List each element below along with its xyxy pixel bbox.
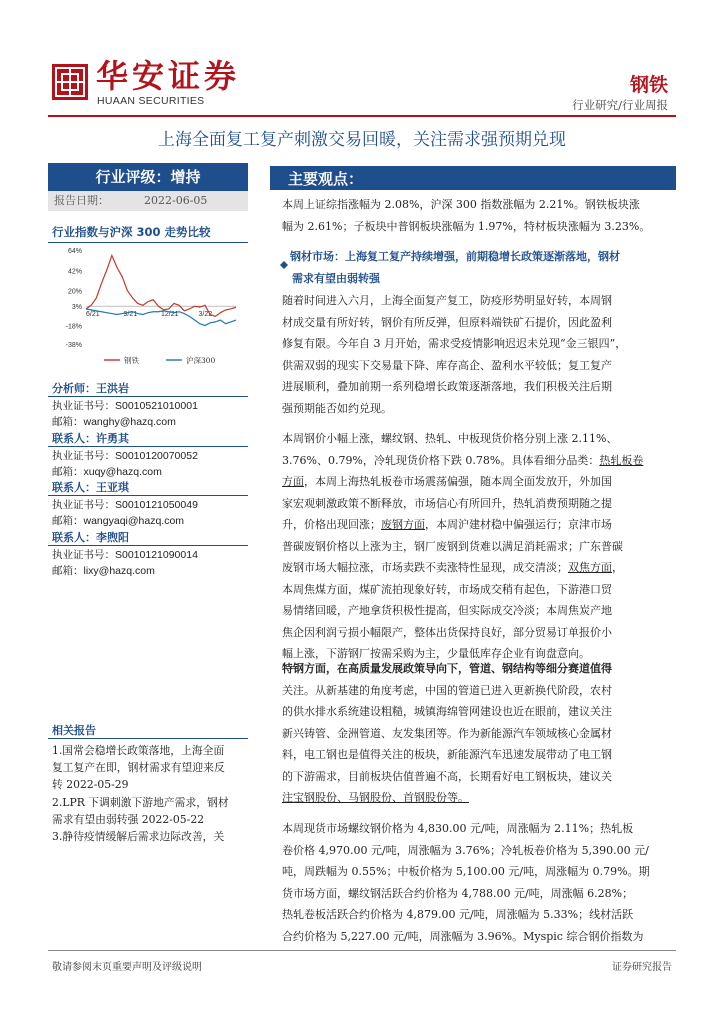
logo-mark-icon bbox=[52, 64, 88, 100]
related-report-line[interactable]: 1.国常会稳增长政策落地，上海全面 bbox=[52, 744, 225, 757]
x-tick-label: 9/21 bbox=[123, 311, 138, 319]
text-line: 升，价格出现回涨；废钢方面，本周沪建材稳中偏强运行；京津市场 bbox=[282, 518, 612, 531]
text-line: 材成交量有所好转，钢价有所反弹，但原料端铁矿石提价，因此盈利 bbox=[282, 315, 612, 329]
text-line: 注宝钢股份、马钢股份、首钢股份等。 bbox=[282, 791, 469, 804]
text-line: 新兴铸管、金洲管道、友发集团等。作为新能源汽车领域核心金属材 bbox=[282, 726, 612, 740]
text-line: 的下游需求，目前板块估值普遍不高，长期看好电工钢板块，建议关 bbox=[282, 769, 612, 783]
text-line: 本周钢价小幅上涨，螺纹钢、热轧、中板现货价格分别上涨 2.11%、 bbox=[282, 432, 618, 445]
industry-rating: 行业评级：增持 bbox=[48, 163, 248, 191]
contact2-cert: 执业证书号：S0010121050049 bbox=[52, 499, 198, 511]
bullet-diamond-icon bbox=[280, 254, 288, 273]
index-comparison-chart bbox=[56, 244, 242, 374]
contact2-divider bbox=[48, 495, 248, 496]
related-report-line[interactable]: 3.静待疫情缓解后需求边际改善，关 bbox=[52, 830, 225, 844]
y-tick-label: 3% bbox=[71, 304, 82, 312]
price-review-paragraph bbox=[282, 428, 674, 665]
text-line: 本周现货市场螺纹钢价格为 4,830.00 元/吨，周涨幅为 2.11%；热轧板 bbox=[282, 822, 634, 835]
related-report-line[interactable]: 需求有望由弱转强 2022-05-22 bbox=[52, 812, 205, 826]
text-line: 焦企因利润亏损小幅限产，整体出货保持良好，部分贸易订单报价小 bbox=[282, 625, 612, 639]
contact1-email[interactable]: 邮箱：xuqy@hazq.com bbox=[52, 466, 162, 478]
text-line: 普碳废钢价格以上涨为主，钢厂废钢到货难以满足消耗需求；广东普碳 bbox=[282, 539, 623, 553]
summary-paragraph bbox=[282, 194, 674, 237]
related-reports-list bbox=[52, 742, 252, 845]
chart-title-divider bbox=[48, 242, 248, 243]
y-tick-label: -38% bbox=[65, 342, 82, 349]
y-tick-label: 20% bbox=[67, 288, 82, 296]
contact3-heading: 联系人：李煦阳 bbox=[52, 531, 129, 544]
x-tick-label: 3/22 bbox=[198, 311, 213, 319]
report-type: 行业研究/行业周报 bbox=[572, 98, 668, 112]
text-line: 修复有限。今年自 3 月开始，需求受疫情影响迟迟未兑现“金三银四”， bbox=[282, 337, 627, 350]
text-line: 钢材市场：上海复工复产持续增强，前期稳增长政策逐渐落地，钢材 bbox=[290, 250, 620, 263]
text-line: 供需双弱的现实下交易量下降、库存高企、盈利水平较低；复工复产 bbox=[282, 358, 612, 372]
text-line: 本周上证综指涨幅为 2.08%，沪深 300 指数涨幅为 2.21%。钢铁板块涨 bbox=[282, 198, 640, 211]
analyst-heading: 分析师：王洪岩 bbox=[52, 382, 129, 395]
analyst-divider bbox=[48, 396, 248, 397]
y-tick-label: -18% bbox=[65, 323, 82, 331]
related-report-line[interactable]: 转 2022-05-29 bbox=[52, 778, 129, 792]
viewpoint-label: 主要观点： bbox=[288, 170, 364, 188]
text-line: 需求有望由弱转强 bbox=[292, 271, 380, 285]
text-line: 进展顺利，叠加前期一系列稳增长政策逐渐落地，我们积极关注后期 bbox=[282, 380, 612, 393]
contact1-cert: 执业证书号：S0010120070052 bbox=[52, 450, 198, 462]
series-line-0 bbox=[86, 256, 236, 317]
steel-market-heading bbox=[290, 246, 676, 289]
text-line: 方面，本周上海热轧板卷市场震荡偏强，随本周全面发放开，外加国 bbox=[282, 475, 612, 488]
report-date-row bbox=[48, 191, 248, 211]
market-outlook-paragraph bbox=[282, 290, 674, 419]
text-line: 货市场方面，螺纹钢活跃合约价格为 4,788.00 元/吨，周涨幅 6.28%； bbox=[282, 886, 634, 900]
text-line: 强预期能否如约兑现。 bbox=[282, 401, 392, 415]
x-tick-label: 12/21 bbox=[161, 311, 179, 319]
logo-text-en: HUAAN SECURITIES bbox=[97, 95, 205, 107]
y-tick-label: 42% bbox=[67, 268, 82, 276]
text-line: 卷价格 4,970.00 元/吨，周涨幅为 3.76%；冷轧板卷价格为 5,390.00 元/ bbox=[282, 843, 649, 857]
x-tick-label: 6/21 bbox=[86, 311, 100, 319]
special-steel-paragraph bbox=[282, 658, 674, 809]
y-tick-label: 64% bbox=[67, 248, 82, 255]
contact1-divider bbox=[48, 446, 248, 447]
contact2-email[interactable]: 邮箱：wangyaqi@hazq.com bbox=[52, 515, 185, 527]
related-report-line[interactable]: 2.LPR 下调刺激下游地产需求，钢材 bbox=[52, 795, 229, 809]
related-report-line[interactable]: 复工复产在即，钢材需求有望迎来反 bbox=[52, 761, 225, 775]
report-date: 2022-06-05 bbox=[144, 194, 208, 207]
contact3-divider bbox=[48, 545, 248, 546]
contact1-heading: 联系人：许勇其 bbox=[52, 432, 129, 445]
related-reports-divider bbox=[48, 738, 248, 739]
contact3-cert: 执业证书号：S0010121090014 bbox=[52, 549, 198, 561]
text-line: 幅上涨，下游钢厂按需采购为主，少量低库存企业有询盘意向。 bbox=[282, 647, 590, 660]
text-line: 关注。从新基建的角度考虑，中国的管道已进入更新换代阶段，农村 bbox=[282, 683, 612, 697]
legend-label: 钢铁 bbox=[124, 356, 139, 365]
text-line: 本周焦煤方面，煤矿流拍现象好转，市场成交稍有起色，下游港口贸 bbox=[282, 582, 612, 596]
text-line: 幅为 2.61%；子板块中普钢板块涨幅为 1.97%，特材板块涨幅为 3.23%。 bbox=[282, 219, 651, 233]
sector-label: 钢铁 bbox=[629, 74, 668, 96]
header-divider bbox=[48, 115, 676, 117]
text-line: 家宏观刺激政策不断释放，市场信心有所回升，热轧消费预期随之提 bbox=[282, 496, 612, 510]
text-line: 3.76%、0.79%，冷轧现货价格下跌 0.78%。具体看细分品类：热轧板卷 bbox=[282, 453, 644, 467]
logo-text-cn: 华安证券 bbox=[96, 57, 241, 95]
report-title: 上海全面复工复产刺激交易回暖，关注需求强预期兑现 bbox=[158, 130, 566, 150]
text-line: 吨，周跌幅为 0.55%；中板价格为 5,100.00 元/吨，周涨幅为 0.79%。期 bbox=[282, 865, 650, 878]
text-line: 特钢方面，在高质量发展政策导向下，管道、钢结构等细分赛道值得 bbox=[282, 662, 612, 675]
contact2-heading: 联系人：王亚琪 bbox=[52, 481, 129, 494]
coke-label: 双焦方面 bbox=[568, 561, 612, 574]
text-line: 热轧卷板活跃合约价格为 4,879.00 元/吨，周涨幅为 5.33%；线材活跃 bbox=[282, 908, 634, 921]
text-line: 随着时间进入六月，上海全面复产复工，防疫形势明显好转，本周钢 bbox=[282, 294, 612, 307]
text-line: 的供水排水系统建设粗糙，城镇海绵管网建设也近在眼前，建议关注 bbox=[282, 705, 612, 718]
chart-title: 行业指数与沪深 300 走势比较 bbox=[52, 225, 211, 239]
related-reports-heading: 相关报告 bbox=[52, 724, 96, 737]
text-line: 合约价格为 5,227.00 元/吨，周涨幅为 3.96%。Myspic 综合钢价指数为 bbox=[282, 929, 644, 943]
report-date-label: 报告日期： bbox=[54, 194, 109, 207]
text-line: 易情绪回暖，产地拿货积极性提高，但实际成交冷淡；本周焦炭产地 bbox=[282, 604, 612, 617]
footer-divider bbox=[48, 950, 676, 951]
text-line: 料，电工钢也是值得关注的板块，新能源汽车迅速发展带动了电工钢 bbox=[282, 748, 612, 761]
analyst-cert: 执业证书号：S0010521010001 bbox=[52, 400, 198, 412]
text-line: 废钢市场大幅拉涨，市场卖跌不卖涨特性显现，成交清淡；双焦方面， bbox=[282, 561, 623, 574]
contact3-email[interactable]: 邮箱：lixy@hazq.com bbox=[52, 565, 155, 577]
footer-disclaimer[interactable]: 敬请参阅末页重要声明及评级说明 bbox=[52, 962, 202, 973]
footer-label: 证券研究报告 bbox=[612, 962, 672, 973]
analyst-email[interactable]: 邮箱：wanghy@hazq.com bbox=[52, 416, 176, 428]
spot-price-paragraph bbox=[282, 818, 674, 947]
legend-label: 沪深300 bbox=[186, 356, 216, 365]
hot-rolled-link: 热轧板卷 bbox=[599, 453, 644, 467]
scrap-steel-label: 废钢方面 bbox=[381, 518, 425, 531]
